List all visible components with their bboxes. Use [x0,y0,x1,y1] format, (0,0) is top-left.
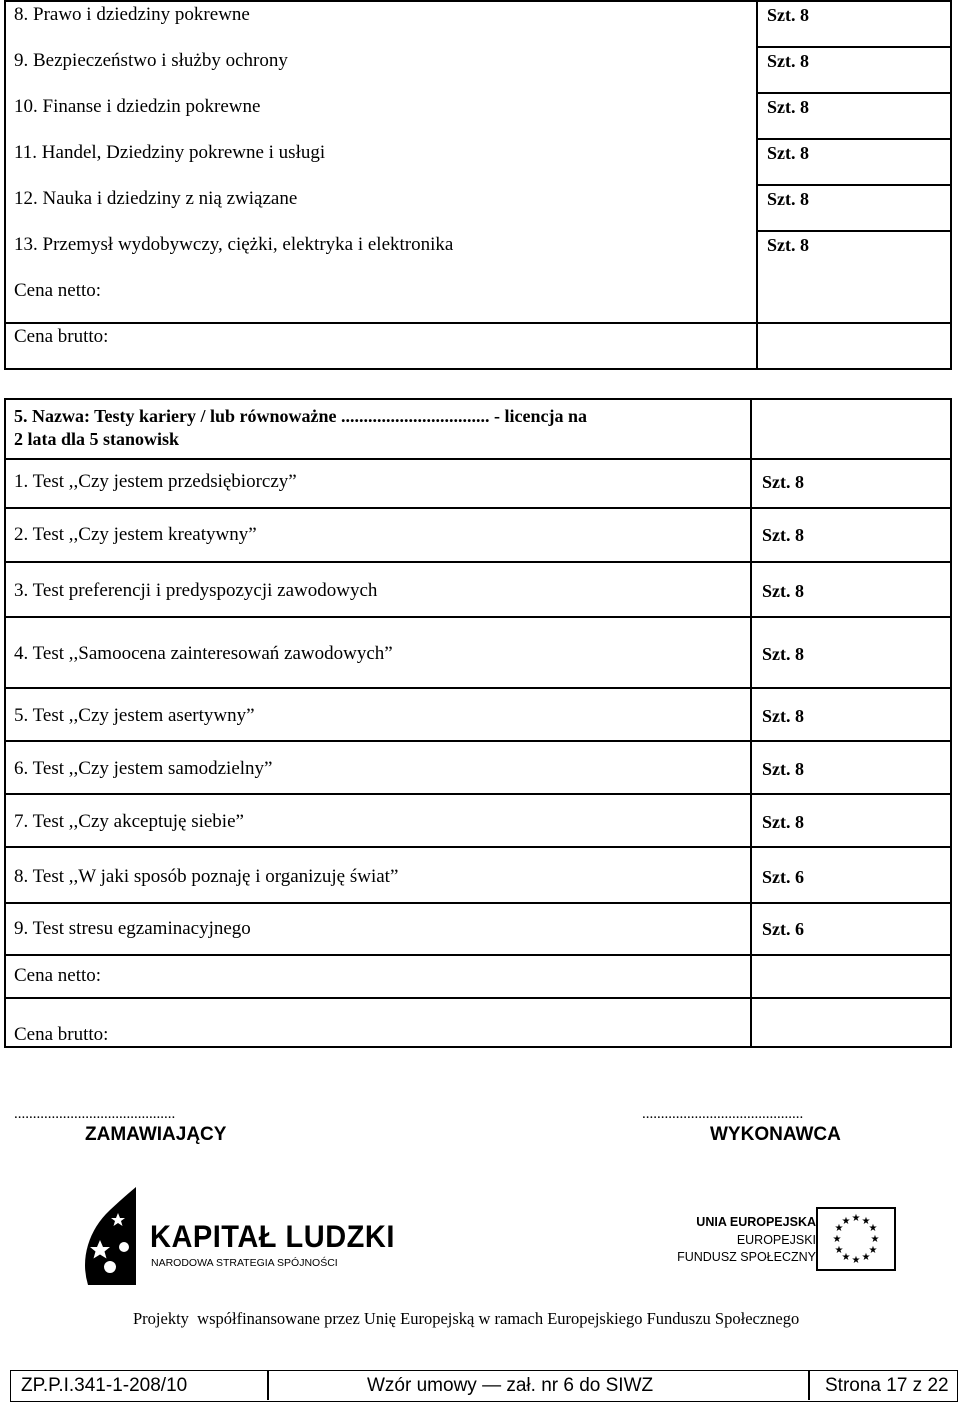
logo-line-1: UNIA EUROPEJSKA [696,1215,816,1229]
table-row-qty: Szt. 8 [762,644,804,664]
table-row-label: 1. Test ,,Czy jestem przedsiębiorczy” [14,471,297,492]
table-row-label: 8. Test ,,W jaki sposób poznaję i organizuję świat” [14,866,399,887]
table-row-qty: Szt. 8 [767,189,809,209]
svg-text:★: ★ [861,1252,871,1263]
svg-text:★: ★ [834,1245,844,1256]
gross-price-label: Cena brutto: [14,326,109,347]
logo-subtitle: NARODOWA STRATEGIA SPÓJNOŚCI [151,1257,338,1269]
svg-text:★: ★ [841,1216,851,1227]
cofinance-note: Projekty współfinansowane przez Unię Europejską w ramach Europejskiego Funduszu Społecznego [133,1309,800,1328]
logo-title: KAPITAŁ LUDZKI [150,1219,395,1255]
table-row-qty: Szt. 8 [762,525,804,545]
table-row-label: 13. Przemysł wydobywczy, ciężki, elektryka i elektronika [14,234,454,255]
table-row-qty: Szt. 8 [767,51,809,71]
table-row-qty: Szt. 6 [762,867,804,887]
footer-document-title: Wzór umowy — zał. nr 6 do SIWZ [367,1375,654,1396]
table-row-qty: Szt. 8 [762,759,804,779]
table-row-label: 7. Test ,,Czy akceptuję siebie” [14,811,244,832]
footer-reference: ZP.P.I.341-1-208/10 [21,1375,188,1396]
table-row-label: 4. Test ,,Samoocena zainteresowań zawodowych” [14,643,393,664]
footer-page-number: Strona 17 z 22 [825,1375,949,1396]
gross-price-label: Cena brutto: [14,1024,109,1045]
signature-label-left: ZAMAWIAJĄCY [85,1124,227,1145]
table-row-label: 2. Test ,,Czy jestem kreatywny” [14,524,257,545]
kapital-ludzki-emblem-icon [80,1185,140,1290]
table-row-qty: Szt. 8 [767,235,809,255]
kapital-ludzki-logo [80,1185,395,1295]
table-row-qty: Szt. 8 [762,581,804,601]
table-row-qty: Szt. 8 [767,143,809,163]
table-row-label: 3. Test preferencji i predyspozycji zawodowych [14,580,378,601]
table-row-label: 11. Handel, Dziedziny pokrewne i usługi [14,142,326,163]
table-row-label: 5. Test ,,Czy jestem asertywny” [14,705,255,726]
svg-text:★: ★ [834,1223,844,1234]
svg-text:★: ★ [851,1255,861,1266]
logo-line-2: EUROPEJSKI [736,1233,816,1247]
table-row-label: 8. Prawo i dziedziny pokrewne [14,4,250,25]
svg-text:★: ★ [868,1245,878,1256]
table-row-label: 6. Test ,,Czy jestem samodzielny” [14,758,273,779]
section-heading: 5. Nazwa: Testy kariery / lub równoważne ................................. - licencja na [14,406,587,426]
table-row-qty: Szt. 8 [762,706,804,726]
svg-text:★: ★ [870,1234,880,1245]
page-footer [10,1370,958,1402]
svg-text:★: ★ [841,1252,851,1263]
eu-flag-icon [816,1207,896,1271]
svg-text:★: ★ [851,1213,861,1224]
signature-line-right: ........................................... [642,1106,804,1122]
table-row-qty: Szt. 8 [762,472,804,492]
signature-line-left: ........................................... [14,1106,176,1122]
net-price-label: Cena netto: [14,965,102,986]
table-row-label: 9. Test stresu egzaminacyjnego [14,918,251,939]
table-row-qty: Szt. 6 [762,919,804,939]
net-price-label: Cena netto: [14,280,102,301]
table-row-label: 12. Nauka i dziedziny z nią związane [14,188,298,209]
section-heading-cont: 2 lata dla 5 stanowisk [14,429,180,449]
signature-label-right: WYKONAWCA [710,1124,841,1145]
table-row-qty: Szt. 8 [767,97,809,117]
table-row-qty: Szt. 8 [762,812,804,832]
svg-text:★: ★ [832,1234,842,1245]
table-row-label: 9. Bezpieczeństwo i służby ochrony [14,50,288,71]
table-row-label: 10. Finanse i dziedzin pokrewne [14,96,261,117]
svg-text:★: ★ [868,1223,878,1234]
svg-text:★: ★ [861,1216,871,1227]
eu-efs-logo [668,1205,898,1285]
logo-line-3: FUNDUSZ SPOŁECZNY [677,1250,816,1264]
table-row-qty: Szt. 8 [767,5,809,25]
